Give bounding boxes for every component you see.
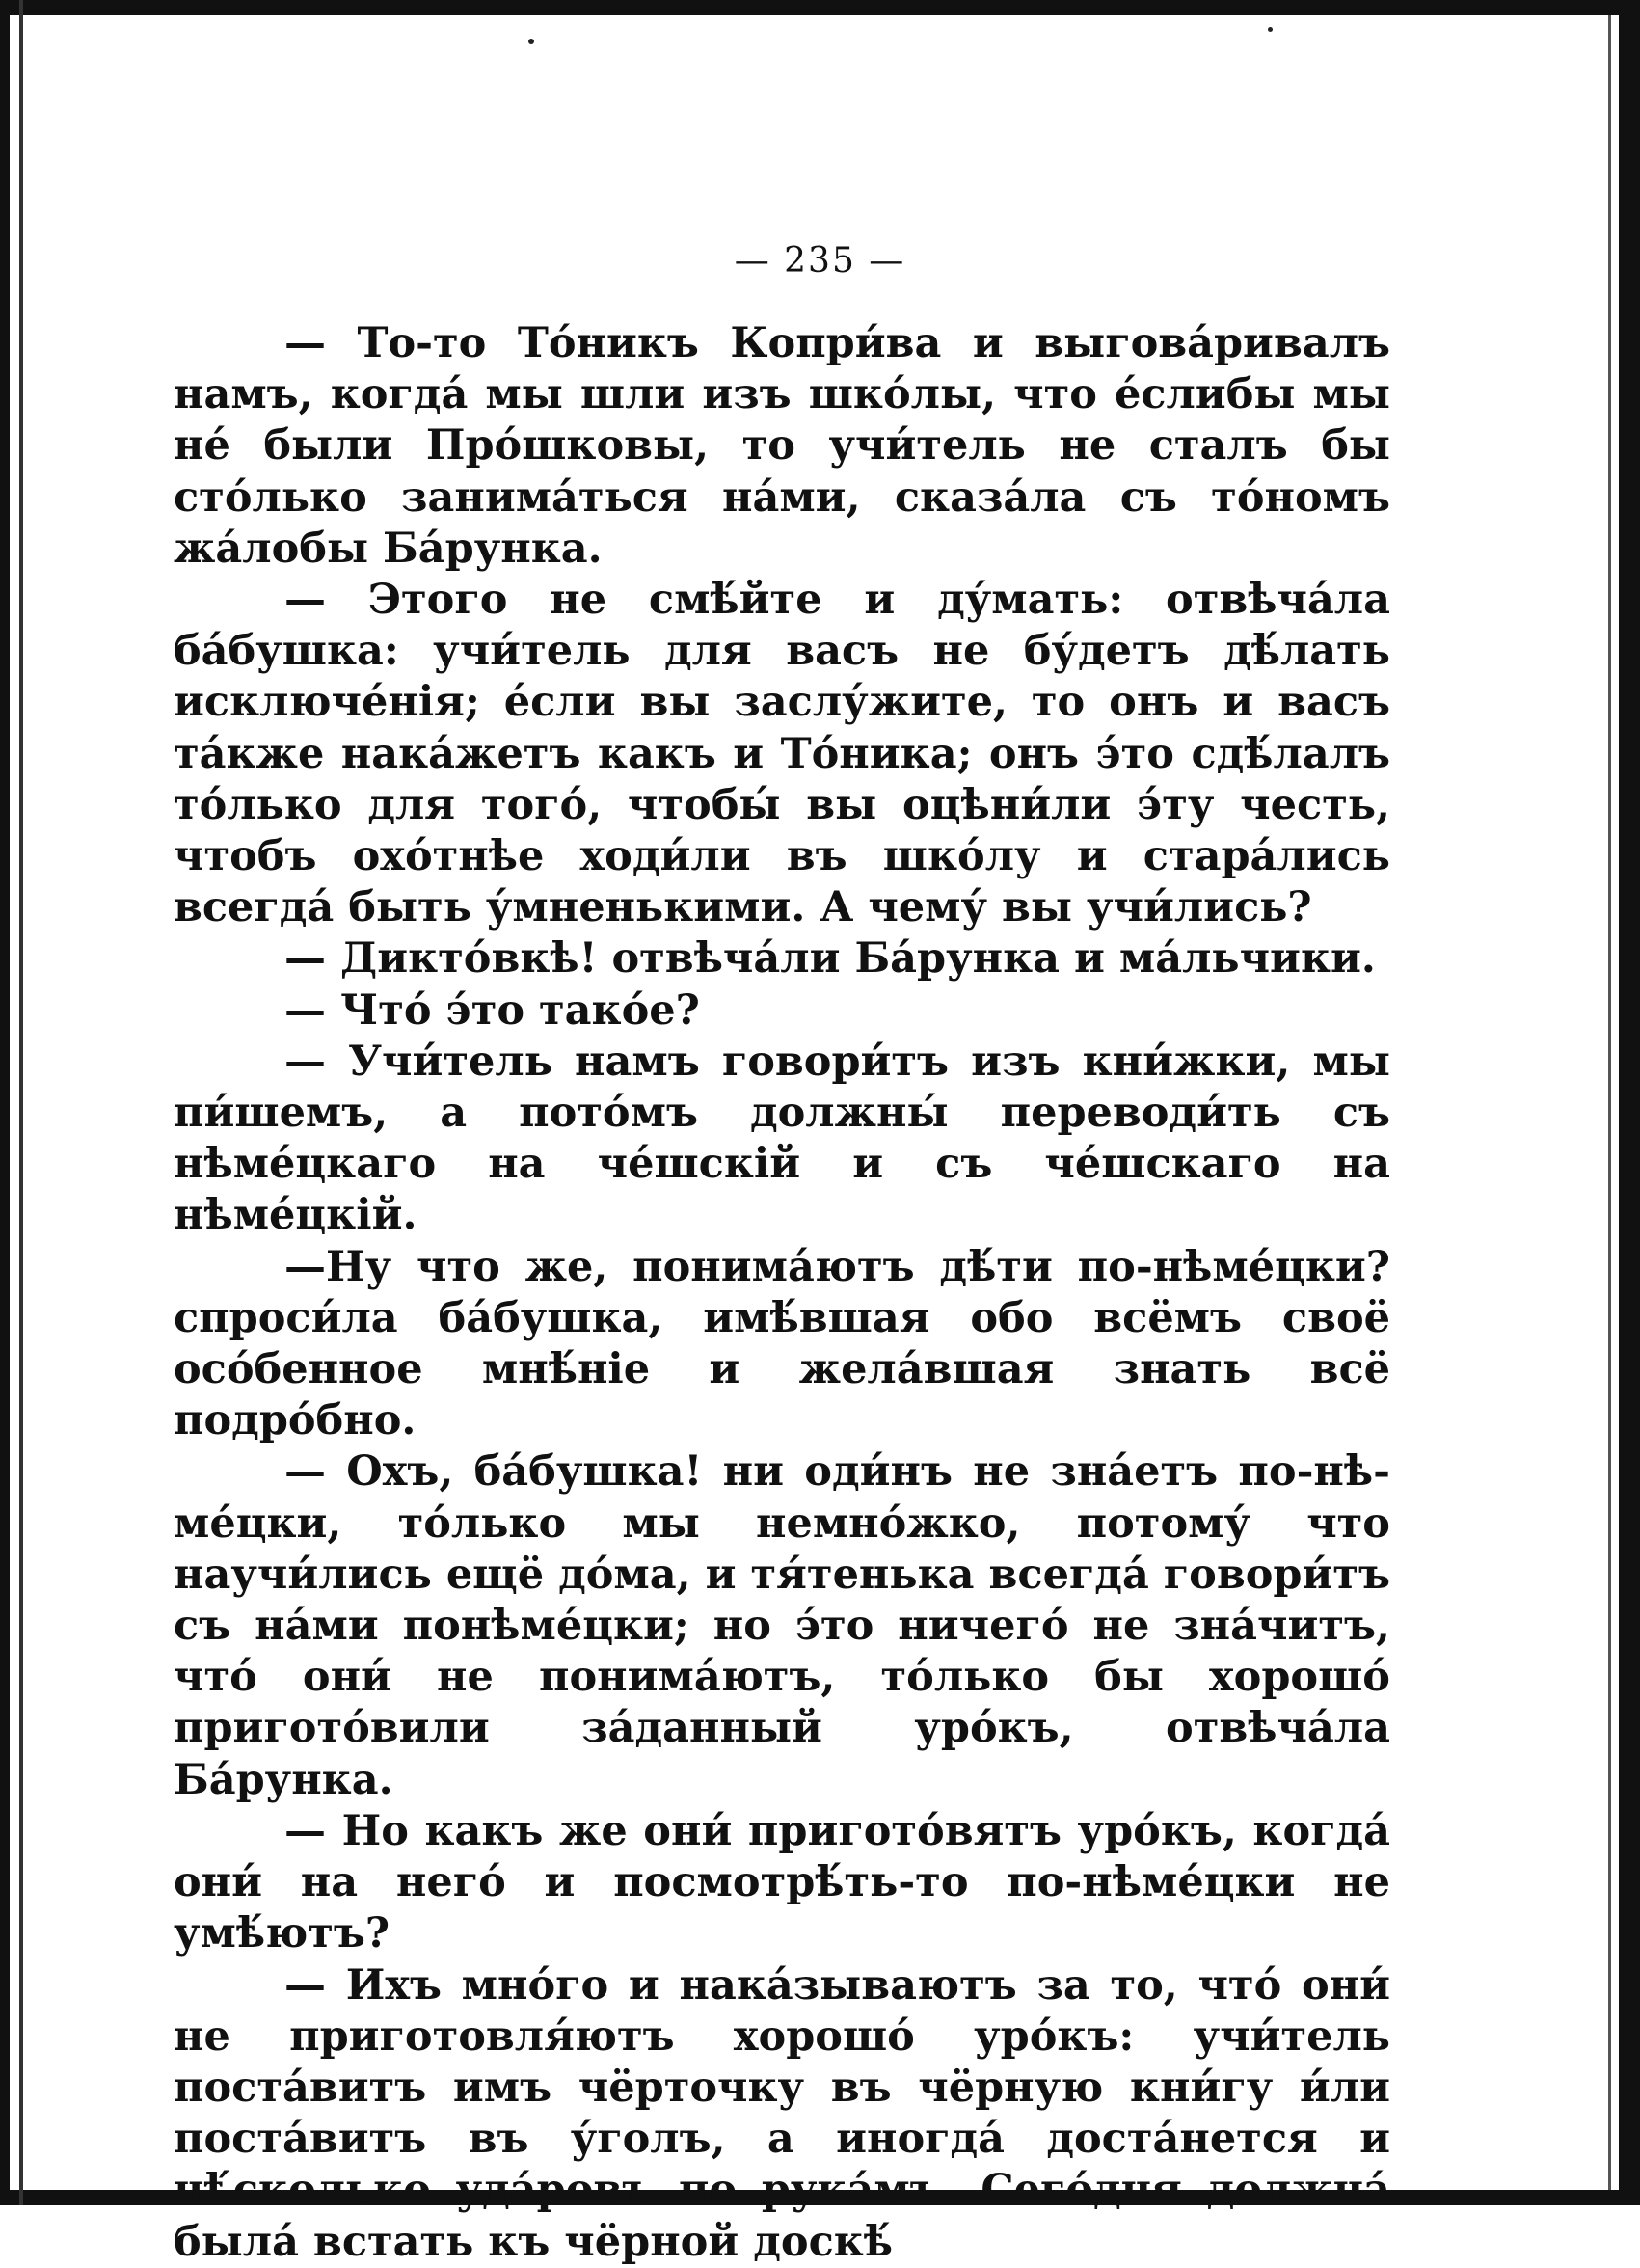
paragraph: — Учи́тель намъ говори́тъ изъ кни́жки, мы пи́шемъ, а пото́мъ должны́ переводи́ть съ нѣме́цкаго на че́шскій и съ че́шскаго на нѣме́цкій. — [174, 1037, 1390, 1240]
paragraph: — Но какъ же они́ пригото́вятъ уро́къ, когда́ они́ на него́ и посмотрѣ́ть-то по-нѣме́цки не умѣ́ютъ? — [174, 1806, 1390, 1958]
page-left-edge — [19, 0, 23, 2205]
paragraph: — Охъ, ба́бушка! ни оди́нъ не зна́етъ по-нѣме́цки, то́лько мы немно́жко, потому́ что научи́лись ещё до́ма, и тя́тенька всегда́ говори́тъ съ на́ми понѣме́цки; но э́то ничего́ не зна́читъ, что́ они́ не понима́ютъ, то́лько бы хорошо́ пригото́вили за́данный уро́къ, отвѣча́ла Ба́рунка. — [174, 1447, 1390, 1804]
paragraph: —Ну что же, понима́ютъ дѣ́ти по-нѣме́цки? спроси́ла ба́бушка, имѣ́вшая обо всёмъ своё осо́бенное мнѣ́ніе и жела́вшая знать всё подро́бно. — [174, 1242, 1390, 1445]
paragraph: — Что́ э́то тако́е? — [284, 986, 700, 1035]
scan-speck — [528, 39, 534, 44]
body-text — [174, 318, 1390, 2268]
scan-speck — [1268, 27, 1273, 32]
paragraph: — Ихъ мно́го и нака́зываютъ за то, что́ они́ не приготовля́ютъ хорошо́ уро́къ: учи́тель поста́витъ имъ чёрточку въ чёрную кни́гу и́ли поста́витъ въ у́голъ, а иногда́ доста́нется и нѣ́сколько уда́ровъ по рука́мъ. Сего́дня должна́ была́ встать къ чёрной доскѣ́ — [174, 1960, 1390, 2266]
page-number: — 235 — — [734, 241, 906, 281]
paragraph: — Дикто́вкѣ! отвѣча́ли Ба́рунка и ма́льчики. — [284, 934, 1376, 984]
paragraph: — То-то То́никъ Копри́ва и выгова́ривалъ намъ, когда́ мы шли изъ шко́лы, что е́слибы мы не́ были Про́шковы, то учи́тель не сталъ бы сто́лько занима́ться на́ми, сказа́ла съ то́номъ жа́лобы Ба́рунка. — [174, 319, 1390, 573]
page-right-edge — [1608, 15, 1611, 2190]
paragraph: — Этого не смѣ́йте и ду́мать: отвѣча́ла ба́бушка: учи́тель для васъ не бу́детъ дѣ́лать исключе́нія; е́сли вы заслу́жите, то онъ и васъ та́кже нака́жетъ какъ и То́ника; онъ э́то сдѣ́лалъ то́лько для того́, чтобы́ вы оцѣни́ли э́ту честь, чтобъ охо́тнѣе ходи́ли въ шко́лу и стара́лись всегда́ быть у́мненькими. А чему́ вы учи́лись? — [174, 576, 1390, 932]
